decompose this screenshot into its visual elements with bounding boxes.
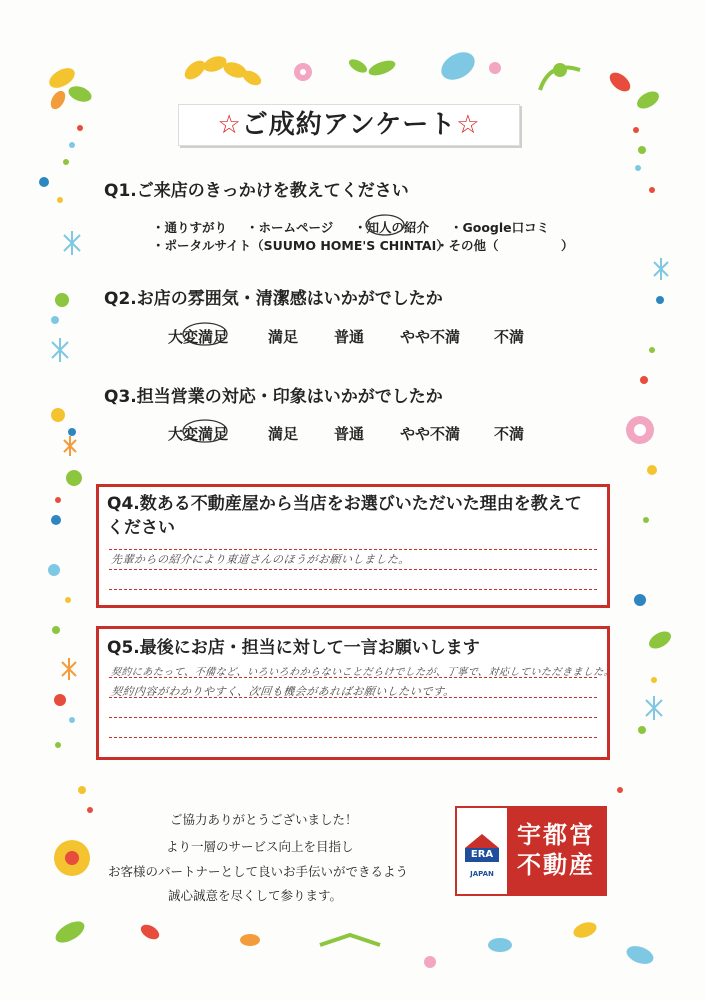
q3-rating: 大変満足 <box>168 425 229 443</box>
closing-line: より一層のサービス向上を目指し <box>166 839 354 854</box>
company-name <box>507 808 605 894</box>
leaf-icon <box>347 57 397 79</box>
dot-trail-icon <box>617 127 664 793</box>
q2-rating: やや不満 <box>400 328 461 346</box>
answer-line <box>109 717 597 718</box>
q3-rating: 満足 <box>268 425 299 443</box>
era-badge <box>457 808 507 894</box>
q1-option-selected: ・知人の紹介 <box>354 220 430 235</box>
leaf-icon <box>138 922 161 942</box>
answer-line <box>109 549 597 550</box>
vine-icon <box>320 935 380 945</box>
closing-line: 誠心誠意を尽くして参ります。 <box>168 888 343 903</box>
q4-answer: 先輩からの紹介により東道さんのほうがお願いしました。 <box>110 553 411 566</box>
q1-option: ・通りすがり <box>152 220 228 235</box>
leaf-icon <box>240 934 260 946</box>
q5-answer-line2: 契約内容がわかりやすく、次回も機会があればお願いしたいです。 <box>110 685 456 698</box>
q2-rating: 大変満足 <box>168 328 229 346</box>
q5-answer-line1: 契約にあたって、不備など、いろいろわからないことだらけでしたが、丁寧で、対応していただきました。 <box>110 667 615 678</box>
company-name-line2: 不動産 <box>517 851 595 879</box>
flower-icon <box>54 840 90 876</box>
dot-trail-icon <box>39 125 93 813</box>
flower-icon <box>294 63 312 81</box>
q3-rating: 不満 <box>494 425 525 443</box>
q1-option: ・ホームページ <box>246 220 334 235</box>
dot-icon <box>553 63 567 77</box>
q3-rating: やや不満 <box>400 425 461 443</box>
leaf-icon <box>624 943 656 968</box>
answer-line <box>109 569 597 570</box>
q3-question: Q3.担当営業の対応・印象はいかがでしたか <box>104 387 443 407</box>
closing-line: ご協力ありがとうございました！ <box>170 812 358 827</box>
leaf-icon <box>46 64 94 112</box>
selection-circle <box>364 213 406 237</box>
answer-line <box>109 677 597 678</box>
leaf-icon <box>52 917 88 947</box>
flower-icon <box>626 416 654 444</box>
q2-rating: 満足 <box>268 328 299 346</box>
snowflake-icon <box>646 258 668 720</box>
title-text: ご成約アンケート <box>241 110 457 140</box>
q2-question: Q2.お店の雰囲気・清潔感はいかがでしたか <box>104 289 443 309</box>
closing-line: お客様のパートナーとして良いお手伝いができるよう <box>108 864 409 879</box>
leaf-icon <box>571 919 598 940</box>
leaf-icon <box>646 628 674 652</box>
q2-rating: 不満 <box>494 328 525 346</box>
leaf-icon <box>436 47 479 86</box>
q1-option: ・Google口コミ <box>450 220 550 235</box>
q1-option: ・その他（ ） <box>436 238 574 253</box>
answer-line <box>109 589 597 590</box>
selection-circle <box>180 320 230 348</box>
q1-option: ・ポータルサイト（SUUMO HOME'S CHINTAI） <box>152 238 449 253</box>
page-title <box>178 104 520 146</box>
leaf-icon <box>181 53 263 88</box>
leaf-icon <box>488 938 512 952</box>
star-icon: ☆ <box>456 110 481 140</box>
answer-line <box>109 697 597 698</box>
q5-question: Q5.最後にお店・担当に対して一言お願いします <box>107 638 480 658</box>
star-icon: ☆ <box>217 110 242 140</box>
q1-question: Q1.ご来店のきっかけを教えてください <box>104 181 409 201</box>
leaf-icon <box>634 88 662 112</box>
selection-circle <box>180 417 230 445</box>
answer-line <box>109 737 597 738</box>
era-brand: ERA <box>470 849 494 860</box>
q5-box <box>96 626 615 760</box>
q4-box <box>96 484 610 608</box>
company-logo <box>455 806 607 896</box>
q2-rating: 普通 <box>334 328 365 346</box>
company-name-line1: 宇都宮 <box>517 821 595 849</box>
leaf-icon <box>606 69 633 95</box>
flower-icon <box>489 62 501 74</box>
flower-icon <box>424 956 436 968</box>
era-country: JAPAN <box>470 870 494 878</box>
q3-rating: 普通 <box>334 425 365 443</box>
q4-question-line1: Q4.数ある不動産屋から当店をお選びいただいた理由を教えて <box>107 494 582 514</box>
q4-question-line2: ください <box>107 518 175 538</box>
